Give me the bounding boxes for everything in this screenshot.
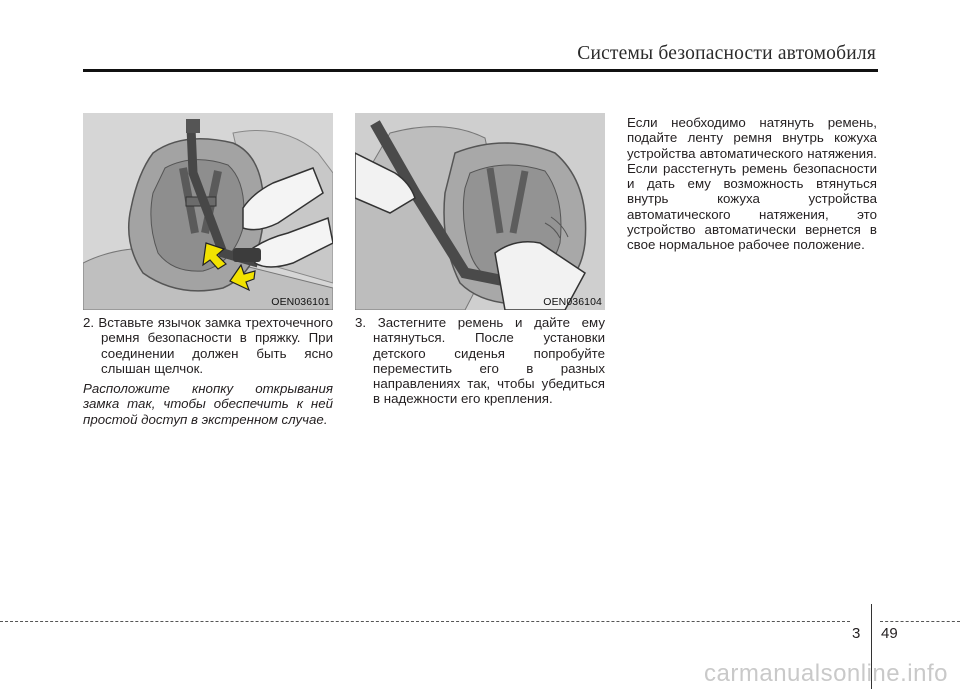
footer-rule	[0, 621, 850, 622]
figure-code: OEN036104	[543, 296, 602, 308]
header-rule	[83, 69, 878, 72]
step-3-text: 3. Застегните ремень и дайте ему натянуться. После установки детского сиденья попробуйте переместить его в разных направлениях так, чтобы убедиться в надежности его крепления.	[355, 315, 605, 407]
chapter-number: 3	[852, 625, 861, 642]
step-2-text: 2. Вставьте язычок замка трехточечного ремня безопасности в пряжку. При соединении должен быть ясно слышан щелчок.	[83, 315, 333, 376]
figure-buckle-insert	[83, 113, 333, 310]
figure-belt-tighten	[355, 113, 605, 310]
figure-code: OEN036101	[271, 296, 330, 308]
watermark: carmanualsonline.info	[704, 660, 948, 687]
step-2-note: Расположите кнопку открывания замка так, чтобы обеспечить к ней простой доступ в экстренном случае.	[83, 381, 333, 427]
page-header-title: Системы безопасности автомобиля	[577, 43, 876, 64]
column-3	[627, 115, 877, 253]
footer-rule-right	[880, 621, 960, 622]
page-number: 49	[881, 625, 898, 642]
child-seat-buckle-illustration	[83, 113, 333, 310]
column-2	[355, 315, 605, 407]
belt-tightening-illustration	[355, 113, 605, 310]
retractor-paragraph: Если необходимо натянуть ремень, подайте ленту ремня внутрь кожуха устройства автоматического натяжения. Если расстегнуть ремень безопасности и дать ему возможность втянуться внутрь кожуха устройства автоматического натяжения, это устройство автоматически вернется в свое нормальное рабочее положение.	[627, 115, 877, 253]
column-1	[83, 315, 333, 427]
